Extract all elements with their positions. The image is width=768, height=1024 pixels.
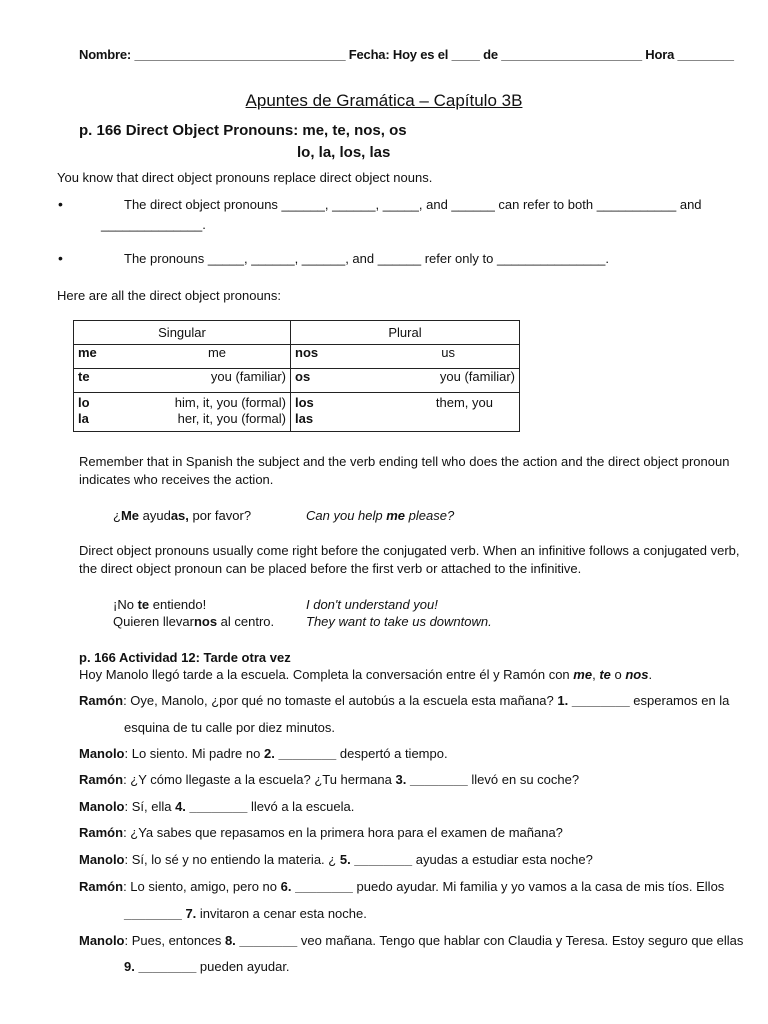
- bullet-2-line1: The pronouns _____, ______, ______, and ______ refer only to _______________.: [124, 251, 610, 266]
- bullet-dot-2: •: [58, 250, 63, 266]
- example-spanish-2b: [113, 614, 274, 629]
- example-text: please?: [405, 508, 455, 523]
- example-bold: nos: [193, 614, 218, 629]
- header-plural: Plural: [291, 321, 520, 345]
- dialogue-line: [124, 720, 335, 735]
- table-row: [74, 345, 520, 369]
- dialogue-text: esquina de tu calle por diez minutos.: [124, 720, 336, 735]
- example-text: ¿: [113, 508, 121, 523]
- speaker: Manolo: [79, 746, 125, 761]
- activity-intro-text: .: [648, 667, 653, 682]
- example-english-2a: I don't understand you!: [306, 597, 438, 612]
- example-text: al centro.: [217, 614, 275, 629]
- answer-blank[interactable]: ________ 7.: [124, 906, 197, 921]
- dialogue-text: pueden ayudar.: [196, 959, 290, 974]
- dialogue-text: : Sí, ella: [124, 799, 176, 814]
- pronoun-meaning: you (familiar): [439, 369, 515, 384]
- plural-cell: [291, 393, 520, 432]
- example-text: por favor?: [188, 508, 252, 523]
- speaker: Manolo: [79, 852, 125, 867]
- remember-line1: Remember that in Spanish the subject and the verb ending tell who does the action and the direct object pronoun: [79, 454, 730, 469]
- dialogue-text: ayudas a estudiar esta noche?: [412, 852, 593, 867]
- dialogue-text: : Sí, lo sé y no entiendo la materia. ¿: [124, 852, 340, 867]
- intro-text: You know that direct object pronouns replace direct object nouns.: [57, 170, 433, 185]
- page-title: Apuntes de Gramática – Capítulo 3B: [245, 91, 523, 110]
- pronoun-key: las: [295, 411, 314, 426]
- pronoun-key: os: [295, 369, 311, 384]
- pronoun-meaning: me: [207, 345, 226, 360]
- name-date-header: Nombre: ______________________________ Fecha: Hoy es el ____ de ____________________ Hora ________: [79, 47, 734, 62]
- speaker: Ramón: [79, 825, 124, 840]
- pronoun-key: lo: [78, 395, 90, 410]
- answer-blank[interactable]: 2. ________: [263, 746, 337, 761]
- section-heading-line2: lo, la, los, las: [297, 144, 391, 161]
- dialogue-text: puedo ayudar. Mi familia y yo vamos a la casa de mis tíos. Ellos: [352, 879, 725, 894]
- dialogue-text: : ¿Y cómo llegaste a la escuela? ¿Tu hermana: [123, 772, 396, 787]
- bullet-1-line2: ______________.: [101, 217, 206, 232]
- pronoun-meaning: them, you: [435, 395, 493, 410]
- dialogue-text: : ¿Ya sabes que repasamos en la primera hora para el examen de mañana?: [123, 825, 563, 840]
- dialogue-line: [124, 959, 290, 974]
- table-row: [74, 369, 520, 393]
- speaker: Ramón: [79, 693, 124, 708]
- pronoun-key: te: [78, 369, 90, 384]
- pronoun-me: me: [573, 667, 593, 682]
- pronoun-te: te: [599, 667, 611, 682]
- example-text: Quieren llevar: [113, 614, 194, 629]
- dialogue-line: [79, 825, 563, 840]
- dialogue-line: [79, 693, 729, 708]
- bullet-dot-1: •: [58, 196, 63, 212]
- answer-blank[interactable]: 6. ________: [280, 879, 353, 894]
- dialogue-text: invitaron a cenar esta noche.: [196, 906, 367, 921]
- dialogue-line: [124, 906, 367, 921]
- plural-cell: [291, 345, 520, 369]
- dialogue-text: : Lo siento, amigo, pero no: [123, 879, 281, 894]
- header-singular: Singular: [74, 321, 291, 345]
- example-spanish-1: [113, 508, 251, 523]
- pronoun-meaning: him, it, you (formal): [174, 395, 286, 410]
- dialogue-text: veo mañana. Tengo que hablar con Claudia y Teresa. Estoy seguro que ellas: [297, 933, 744, 948]
- example-bold: Me: [120, 508, 140, 523]
- answer-blank[interactable]: 1. ________: [557, 693, 630, 708]
- activity-intro-text: o: [610, 667, 626, 682]
- pronoun-table: [73, 320, 520, 432]
- dialogue-text: : Oye, Manolo, ¿por qué no tomaste el autobús a la escuela esta mañana?: [123, 693, 558, 708]
- dialogue-text: despertó a tiempo.: [336, 746, 448, 761]
- dialogue-line: [79, 772, 579, 787]
- answer-blank[interactable]: 9. ________: [124, 959, 197, 974]
- pronoun-key: me: [78, 345, 97, 360]
- singular-cell: [74, 369, 291, 393]
- dialogue-text: llevó en su coche?: [467, 772, 580, 787]
- example-text: entiendo!: [149, 597, 207, 612]
- dialogue-line: [79, 746, 448, 761]
- table-row: [74, 393, 520, 432]
- speaker: Ramón: [79, 879, 124, 894]
- direct-line2: the direct object pronoun can be placed before the first verb or attached to the infinitive.: [79, 561, 582, 576]
- singular-cell: [74, 345, 291, 369]
- pronoun-key: nos: [295, 345, 319, 360]
- dialogue-text: esperamos en la: [629, 693, 730, 708]
- activity-intro-text: Hoy Manolo llegó tarde a la escuela. Completa la conversación entre él y Ramón con: [79, 667, 574, 682]
- example-english-2b: They want to take us downtown.: [306, 614, 492, 629]
- answer-blank[interactable]: 5. ________: [339, 852, 413, 867]
- example-bold: as,: [170, 508, 189, 523]
- dialogue-line: [79, 879, 724, 894]
- bullet-1-line1: The direct object pronouns ______, ______, _____, and ______ can refer to both ___________ and: [124, 197, 702, 212]
- example-bold: me: [386, 508, 406, 523]
- pronoun-meaning: us: [441, 345, 455, 360]
- dialogue-text: : Lo siento. Mi padre no: [124, 746, 264, 761]
- dialogue-line: [79, 852, 593, 867]
- activity-heading: p. 166 Actividad 12: Tarde otra vez: [79, 650, 291, 665]
- activity-intro-text: ,: [592, 667, 600, 682]
- activity-intro: [79, 667, 652, 682]
- direct-line1: Direct object pronouns usually come right before the conjugated verb. When an infinitive follows a conjugated verb,: [79, 543, 740, 558]
- answer-blank[interactable]: 3. ________: [395, 772, 468, 787]
- table-intro: Here are all the direct object pronouns:: [57, 288, 282, 303]
- speaker: Manolo: [79, 799, 125, 814]
- example-bold: te: [137, 597, 150, 612]
- plural-cell: [291, 369, 520, 393]
- pronoun-key: los: [295, 395, 314, 410]
- singular-cell: [74, 393, 291, 432]
- answer-blank[interactable]: 8. ________: [224, 933, 298, 948]
- speaker: Ramón: [79, 772, 124, 787]
- dialogue-line: [79, 799, 354, 814]
- pronoun-meaning: her, it, you (formal): [177, 411, 286, 426]
- speaker: Manolo: [79, 933, 125, 948]
- pronoun-key: la: [78, 411, 89, 426]
- dialogue-line: [79, 933, 743, 948]
- dialogue-text: : Pues, entonces: [124, 933, 225, 948]
- example-spanish-2a: [113, 597, 206, 612]
- remember-line2: indicates who receives the action.: [79, 472, 274, 487]
- pronoun-nos: nos: [625, 667, 649, 682]
- section-heading-line1: p. 166 Direct Object Pronouns: me, te, nos, os: [79, 122, 407, 139]
- answer-blank[interactable]: 4. ________: [175, 799, 248, 814]
- table-header-row: [74, 321, 520, 345]
- pronoun-meaning: you (familiar): [210, 369, 286, 384]
- example-text: ¡No: [113, 597, 138, 612]
- example-english-1: [306, 508, 454, 523]
- example-text: ayud: [139, 508, 171, 523]
- example-text: Can you help: [306, 508, 387, 523]
- dialogue-text: llevó a la escuela.: [247, 799, 355, 814]
